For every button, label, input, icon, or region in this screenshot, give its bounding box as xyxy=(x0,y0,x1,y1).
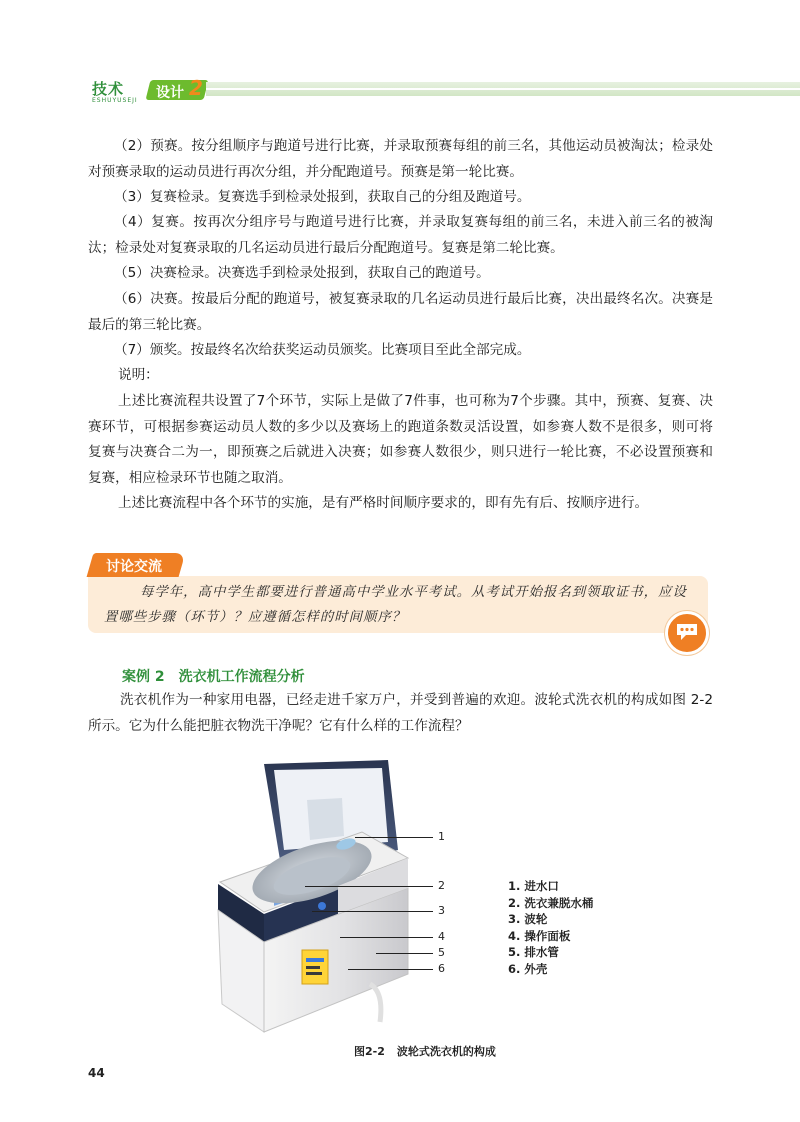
paragraph-explanation: 上述比赛流程共设置了7个环节，实际上是做了7件事，也可称为7个步骤。其中，预赛、复赛、决赛环节，可根据参赛运动员人数的多少以及赛场上的跑道条数灵活设置，如参赛人数不是很多，则可将复赛与决赛合二为一，即预赛之后就进入决赛；如参赛人数很少，则只进行一轮比赛，不必设置预赛和复赛，相应检录环节也随之取消。 xyxy=(88,393,713,486)
paragraph-award: （7）颁奖。按最终名次给获奖运动员颁奖。比赛项目至此全部完成。 xyxy=(114,342,531,358)
chat-bubble-icon xyxy=(665,611,709,655)
paragraph-order: 上述比赛流程中各个环节的实施，是有严格时间顺序要求的，即有先有后、按顺序进行。 xyxy=(118,495,649,511)
discussion-tab xyxy=(90,553,186,577)
discussion-text: 每学年，高中学生都要进行普通高中学业水平考试。从考试开始报名到领取证书，应设置哪些步骤（环节）？应遵循怎样的时间顺序？ xyxy=(104,585,687,625)
leader-line-2 xyxy=(305,886,433,887)
case-title: 案例 2 洗衣机工作流程分析 xyxy=(122,669,305,685)
brand-number: 2 xyxy=(189,76,203,100)
paragraph-prelim: （2）预赛。按分组顺序与跑道号进行比赛，并录取预赛每组的前三名，其他运动员被淘汰；检录处对预赛录取的运动员进行再次分组，并分配跑道号。预赛是第一轮比赛。 xyxy=(88,138,713,180)
figure-caption xyxy=(354,1043,496,1059)
label-1: 1 xyxy=(438,830,445,843)
paragraph-final-check: （5）决赛检录。决赛选手到检录处报到，获取自己的跑道号。 xyxy=(114,265,490,281)
brand-title: 技术 xyxy=(92,80,125,98)
figure-legend xyxy=(508,878,593,978)
paragraph-final: （6）决赛。按最后分配的跑道号，被复赛录取的几名运动员进行最后比赛，决出最终名次。决赛是最后的第三轮比赛。 xyxy=(88,291,713,333)
label-3: 3 xyxy=(438,904,445,917)
caption-number: 图2-2 xyxy=(354,1045,385,1058)
header-bar xyxy=(206,82,800,96)
legend-item: 2. 洗衣兼脱水桶 xyxy=(508,895,594,910)
brand-subtitle: ESHUYUSEJI xyxy=(92,97,138,104)
leader-line-4 xyxy=(340,937,433,938)
paragraph-note-label: 说明： xyxy=(118,367,159,383)
brand-plate-label: 设计 xyxy=(156,85,184,101)
paragraph-semi-check: （3）复赛检录。复赛选手到检录处报到，获取自己的分组及跑道号。 xyxy=(114,189,531,205)
label-5: 5 xyxy=(438,946,445,959)
legend-item: 6. 外壳 xyxy=(508,961,548,976)
washing-machine-illustration xyxy=(212,760,452,1035)
label-2: 2 xyxy=(438,879,445,892)
discussion-tab-label: 讨论交流 xyxy=(106,559,162,575)
drain-hose xyxy=(370,984,381,1022)
page-header xyxy=(0,0,800,120)
paragraph-semi: （4）复赛。按再次分组序号与跑道号进行比赛，并录取复赛每组的前三名，未进入前三名的被淘汰；检录处对复赛录取的几名运动员进行最后分配跑道号。复赛是第二轮比赛。 xyxy=(88,214,713,256)
chat-bubble-glyph xyxy=(675,622,699,642)
caption-text: 波轮式洗衣机的构成 xyxy=(396,1045,496,1058)
case-intro: 洗衣机作为一种家用电器，已经走进千家万户，并受到普遍的欢迎。波轮式洗衣机的构成如图 2-2 所示。它为什么能把脏衣物洗干净呢？它有什么样的工作流程？ xyxy=(88,692,713,734)
label-4: 4 xyxy=(438,930,445,943)
leader-line-6 xyxy=(348,969,433,970)
legend-item: 3. 波轮 xyxy=(508,912,548,927)
legend-item: 1. 进水口 xyxy=(508,879,559,893)
leader-line-1 xyxy=(355,837,433,838)
leader-line-5 xyxy=(376,953,433,954)
legend-item: 5. 排水管 xyxy=(508,945,559,960)
page-number: 44 xyxy=(88,1066,105,1080)
leader-line-3 xyxy=(312,911,433,912)
legend-item: 4. 操作面板 xyxy=(508,928,571,943)
label-6: 6 xyxy=(438,962,445,975)
